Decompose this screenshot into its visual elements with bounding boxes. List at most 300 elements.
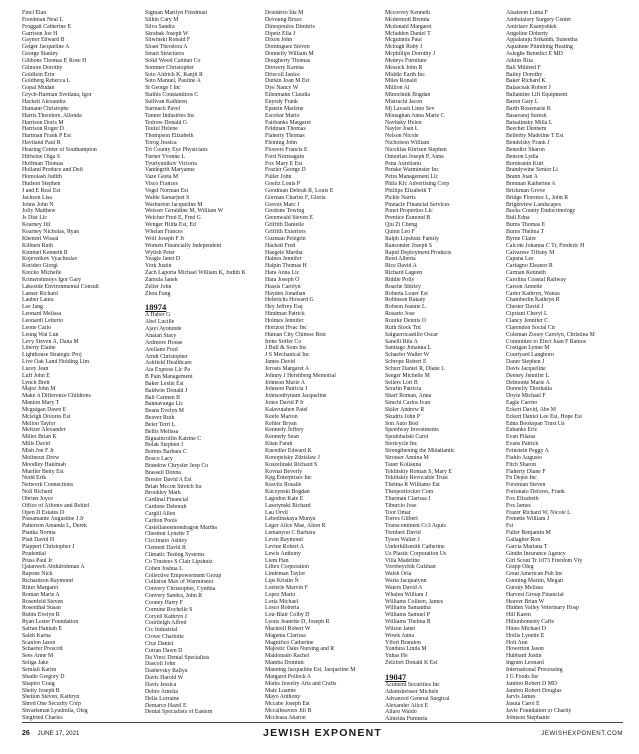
listing-entry: Arndt Christopher	[145, 353, 188, 360]
listing-entry: Transcontinent Cc3 Aquis	[385, 523, 446, 530]
listing-entry: Geiger Jacqueline A	[22, 44, 70, 51]
listing-entry: Khemiri Wissal	[22, 235, 59, 242]
listing-entry: Koszelinski Richard S	[265, 461, 318, 468]
listing-entry: Korideo Giorgi	[22, 263, 58, 270]
listing-entry: Jolly Matthew	[22, 208, 56, 215]
listing-entry: Pinnacle Financial Services	[385, 201, 450, 208]
listing-entry: Walsh Orla	[385, 571, 412, 578]
listing-entry: Atkins Rita	[506, 57, 533, 64]
listing-entry: Jambro Robert Douglas	[506, 687, 562, 694]
listing-entry: Durkin Joan M Est	[265, 78, 310, 85]
listing-entry: Dixon John	[265, 37, 293, 44]
listing-entry: Ritter Margaret	[22, 584, 59, 591]
listing-entry: Mccleasa Aharon	[265, 714, 306, 721]
listing-entry: Hill Karen	[506, 612, 531, 619]
listing-entry: Liem Han	[265, 557, 289, 564]
listing-entry: Beier Terri L	[145, 421, 176, 428]
listing-entry: Prentice Esmond B	[385, 215, 431, 222]
listing-entry: Batsalinsky Milla L	[506, 119, 553, 126]
listing-entry: Baker Leslie Est	[145, 380, 184, 387]
listing-entry: Mamba Dominic	[265, 660, 305, 667]
listing-entry: Schrope Robert E	[385, 359, 427, 366]
issue-date: JUNE 17, 2021	[37, 730, 80, 737]
listing-entry: Ralph Lipshutz Family	[385, 235, 439, 242]
listing-entry: Bull Edna	[506, 215, 530, 222]
listing-entry: Dominguez Steven	[265, 44, 310, 51]
listing-entry: Million Al	[385, 85, 410, 92]
listing-entry: Semlali Karim	[22, 667, 57, 673]
listing-entry: Hackett Alexandra	[22, 98, 66, 105]
listing-entry: Flaherty Thomas	[265, 133, 305, 140]
listing-entry: Basavaraj Suresh	[506, 112, 547, 119]
listing-entry: Deeney Jennifer L	[506, 372, 550, 379]
listing-entry: Torog Jessica	[145, 140, 177, 147]
listing-entry: Jerosts Margaret A	[265, 365, 310, 372]
listing-entry: Dimopoulos Dimitris	[265, 23, 315, 30]
listing-entry: Nicolifas Khrisen Stephen	[385, 146, 447, 153]
listing-entry: Hiltwine Olga S	[22, 153, 60, 160]
listing-entry: Teklitskiy Revocable Trust	[385, 475, 448, 482]
listing-entry: Zelzfort Donald K Est	[385, 660, 438, 667]
listing-entry: Rapid Deployment Products	[385, 249, 452, 256]
listing-entry: York Justin	[145, 263, 172, 270]
listing-entry: Donnelly Thorkalia	[506, 386, 552, 393]
listing-entry: Matz Luanne	[265, 687, 296, 694]
listing-entry: Edna Bookspan Trust Ua	[506, 420, 565, 427]
listing-entry: Leonardi Letterio	[22, 317, 64, 324]
listing-entry: Hubbard Justin	[506, 653, 542, 660]
listing-entry: Nicholson William	[385, 140, 430, 147]
listing-entry: Bannavanga Llc	[145, 401, 184, 408]
listing-entry: Lakeside Environmental Consult	[22, 283, 99, 290]
listing-entry: Ruth Stock Trd	[385, 324, 421, 331]
listing-entry: Lynch Brett	[22, 379, 50, 386]
listing-entry: Garcia Mariana T	[506, 543, 548, 550]
listing-entry: Lou-Blair Colby D	[265, 612, 310, 619]
listing-entry: Riddle Polly	[385, 276, 415, 283]
listing-entry: Kilburn Ruth	[22, 242, 54, 249]
listing-entry: International Processing	[506, 667, 563, 673]
listing-entry: Moodley Hakimah	[22, 461, 66, 468]
listing-entry: Climatic Testing Systems	[145, 551, 205, 558]
listing-entry: George Stanley	[22, 51, 59, 58]
listing-entry: Rosario Jose	[385, 311, 415, 318]
zip-code-heading: 18974	[145, 302, 167, 313]
listing-entry: Patterson Amanda L, Derek	[22, 523, 87, 530]
listing-entry: Jarvis James	[506, 694, 536, 701]
listing-entry: Teufel Helene	[145, 126, 178, 133]
listing-entry: Ryan Lester Foundation	[22, 619, 79, 626]
listing-entry: Ata Express Llc Pa	[145, 367, 190, 374]
listing-entry: Johnson Patricia J	[265, 386, 308, 393]
listing-entry: Harvest Group Financial	[506, 591, 564, 598]
listing-entry: Rubin Evelyn R	[22, 612, 60, 619]
listing-entry: Doyle Michael F	[506, 393, 546, 400]
listing-entry: Kennedy Jeffrey	[265, 427, 304, 434]
listing-entry: Alexander Alice E	[385, 702, 429, 709]
listing-entry: Molineux Drew	[22, 454, 60, 461]
listing-entry: Hamann Christophe	[22, 105, 69, 112]
listing-entry: Son Auto Bod	[385, 420, 419, 427]
column-3	[265, 10, 383, 722]
listing-entry: Roman Marie A	[22, 591, 60, 598]
listing-entry: B Pain Management	[145, 374, 193, 381]
listing-entry: Lighthouse Strategic Proj	[22, 352, 82, 359]
listing-entry: Carter Kathryn, Wanza	[506, 290, 560, 297]
listing-entry: Biguaincollin Katrine C	[145, 435, 202, 442]
listing-entry: Stericycle Inc	[385, 441, 418, 448]
listing-entry: Angeline Doherty	[506, 30, 549, 37]
listing-entry: Davis Jacqueline	[506, 365, 546, 372]
listing-entry: Seeger Michelle M	[385, 372, 430, 379]
listing-entry: Meltzer Alexander	[22, 427, 66, 434]
listing-entry: Robinson Rakaty	[385, 297, 426, 304]
listing-entry: Jones David P Jr	[265, 400, 304, 407]
listing-entry: Goldberg Rebecca L	[22, 78, 71, 85]
listing-entry: Johns John N	[22, 201, 54, 208]
listing-entry: J Bull & Sons Inc	[265, 345, 307, 352]
listing-entry: Chamberlin Kathryn R	[506, 297, 560, 304]
listing-entry: Strosser Annina M	[385, 454, 429, 461]
listing-entry: Margaret Pollock A	[265, 673, 311, 680]
listing-entry: Serafin Patricia	[385, 386, 422, 393]
listing-entry: Shred One Security Corp	[22, 701, 81, 708]
listing-entry: Frenette William J	[506, 516, 550, 523]
listing-entry: Heinrichs Howard G	[265, 297, 314, 304]
listing-entry: Ballantine Lift Equipment	[506, 92, 568, 99]
listing-entry: Mistrachi Jacon	[385, 98, 423, 105]
listing-entry: Hindman Patrick	[265, 311, 305, 318]
listing-entry: Bosco Lacy	[145, 456, 173, 463]
listing-entry: Yeagle Janet D	[145, 256, 181, 263]
listing-entry: Hidden Valley Veterinary Hosp	[506, 605, 579, 612]
listing-entry: Freedman Neal L	[22, 16, 63, 23]
listing-entry: Donnelly William M	[265, 51, 314, 58]
listing-entry: Navitsky Helen	[385, 119, 422, 126]
listing-entry: Schaefer Prescott	[22, 646, 63, 653]
listing-entry: Majestic Oaks Nursing and R	[265, 646, 335, 653]
listing-entry: Lemanyon C Barbara	[265, 530, 316, 537]
listing-entry: Spodobalski Carol	[385, 434, 429, 441]
listing-entry: Gorman Charles F, Gloria	[265, 194, 326, 201]
listing-entry: Make A Difference Childrens	[22, 393, 91, 400]
listing-entry: Middle Earth Inc	[385, 71, 425, 78]
listing-entry: Fitch Sharon	[506, 461, 537, 468]
listing-entry: Brann Joan A	[506, 174, 538, 181]
listing-entry: Sees Anne M	[22, 653, 54, 660]
listing-entry: Miller Brian K	[22, 434, 57, 441]
listing-entry: Greenwald Steven E	[265, 215, 314, 222]
listing-entry: Roache Shirley	[385, 283, 421, 290]
listing-entry: Lau Orvil	[265, 509, 288, 516]
listing-entry: Speedway Investments	[385, 427, 439, 434]
listing-entry: Fuller Benjamin M	[506, 530, 551, 537]
listing-entry: Cardinal Financial	[145, 497, 189, 504]
listing-entry: Tauer Kollauna	[385, 461, 422, 468]
listing-entry: Convery Christopher, Cynthia	[145, 586, 216, 593]
listing-entry: Horizon Hvac Inc	[265, 324, 307, 331]
column-4	[385, 10, 503, 723]
listing-entry: Rosenthal Susan	[22, 605, 61, 612]
listing-entry: Debro Amelia	[145, 688, 178, 695]
listing-entry: Hara Anna Lic	[265, 270, 300, 277]
listing-entry: Byrne Claire	[506, 235, 537, 242]
listing-entry: Mcguinnis Paul	[385, 37, 422, 44]
listing-entry: Kennedy Sean	[265, 434, 299, 441]
listing-entry: Haines Jennifer	[265, 256, 302, 263]
listing-entry: Girl Scout Tr 1073 Freedom Vly	[506, 557, 583, 564]
listing-entry: Calcote Johanna C Tr, Frederic H	[506, 242, 585, 249]
listing-entry: Phillips Elizabeth T	[385, 187, 432, 194]
listing-entry: Acument Securities Inc	[385, 682, 440, 688]
listing-entry: Levy Steven A, Dana M	[22, 338, 79, 345]
listing-entry: Nelson Nicole	[385, 133, 419, 140]
listing-entry: Krimershmoys Igor Gary	[22, 276, 82, 283]
listing-entry: Desiderio Ida M	[265, 10, 304, 16]
listing-entry: Feinstein Peggy A	[506, 448, 549, 454]
listing-entry: Pruss Paul Jr	[22, 557, 53, 564]
listing-entry: Harrison Doris M	[22, 119, 64, 126]
listing-entry: Collision Max of Warminster	[145, 579, 214, 586]
publication-name: JEWISH EXPONENT	[263, 727, 382, 739]
listing-entry: J S Mechanical Inc	[265, 352, 310, 359]
listing-entry: Tri County Eye Physicians	[145, 146, 208, 153]
listing-entry: Strengthening the Midatlantic	[385, 448, 455, 454]
listing-entry: Sellers Lori B	[385, 379, 418, 386]
listing-entry: Crc Industrial	[145, 627, 178, 634]
listing-entry: Daner Stephen J	[506, 359, 545, 366]
listing-entry: Capana Lee	[506, 256, 534, 263]
listing-entry: Costigan Lynne M	[506, 345, 550, 352]
listing-entry: Thesportlocker Com	[385, 489, 434, 496]
listing-entry: Brandow Chrysler Jeep Co	[145, 463, 209, 469]
listing-entry: Fuller John	[265, 174, 292, 181]
listing-entry: Williams Thelma R	[385, 619, 431, 626]
listing-entry: Alsaleem Luma F	[506, 10, 548, 16]
listing-entry: Mj Lavash Limo Sev	[385, 105, 435, 112]
listing-entry: Bolak Stephen J	[145, 442, 183, 449]
listing-entry: Sharf Roman, Anna	[385, 393, 432, 400]
listing-entry: Lyons Jeanette D, Joseph R	[265, 619, 330, 626]
listing-entry: Maldonado Rachel	[265, 653, 310, 660]
listing-entry: Dougherty Thomas	[265, 57, 311, 64]
listing-entry: Garrison Joe H	[22, 30, 58, 37]
listing-entry: Escobar Mario	[265, 112, 300, 119]
listing-entry: Barth Rosemarie K	[506, 105, 552, 112]
listing-entry: Hudson Stephen	[22, 181, 61, 188]
listing-entry: Flaherty Diane F	[506, 468, 546, 475]
listing-entry: Safran Hannah E	[22, 625, 62, 632]
listing-entry: Rice David A	[385, 263, 417, 270]
listing-entry: Davis Jessica	[145, 682, 177, 688]
listing-entry: Tyson Walter J	[385, 536, 420, 543]
listing-entry: Holt Ann	[506, 639, 528, 646]
listing-entry: Pianka Norma	[22, 530, 56, 537]
listing-entry: Goeltz Louis P	[265, 181, 301, 188]
listing-entry: Lee Jang	[22, 304, 43, 311]
listing-entry: Soto Manuel, Pauline A	[145, 78, 201, 85]
listing-entry: Almeida Purnnela	[385, 716, 428, 723]
listing-entry: Goodman Debrah R, Louis E	[265, 187, 334, 194]
listing-entry: Kalavutahen Patel	[265, 406, 308, 413]
listing-entry: Frazier George D	[265, 167, 306, 174]
listing-entry: Arellano Fred	[145, 346, 178, 353]
listing-entry: Noll Richard	[22, 489, 53, 496]
listing-entry: Seliga Jake	[22, 660, 49, 667]
listing-entry: Brandywine Senior Li	[506, 167, 558, 174]
listing-entry: Mcfadden Daniel T	[385, 30, 431, 37]
listing-entry: Lewis Anthony	[265, 550, 301, 557]
listing-entry: Hearing Center of Southampton	[22, 146, 97, 153]
listing-entry: Hackett Fred	[265, 242, 296, 249]
listing-entry: Gunning Martin, Megan	[506, 578, 563, 585]
listing-entry: Mueller Betty Est	[22, 468, 64, 475]
listing-entry: Vogel Norman Est	[145, 187, 189, 194]
column-1	[22, 10, 140, 722]
listing-entry: Medeys Furniture	[385, 57, 427, 64]
listing-entry: Brian Mccon Stretch Ira	[145, 483, 202, 490]
listing-entry: Tiburcio Jose	[385, 502, 417, 509]
listing-entry: Carson Annette	[506, 283, 543, 290]
listing-entry: Trenbert David	[385, 530, 421, 537]
listing-entry: Warta Jacqualynn	[385, 578, 427, 585]
listing-entry: Dye Nancy W	[265, 85, 299, 92]
listing-entry: Toor Omar	[385, 509, 411, 516]
listing-entry: Enyedy Frank	[265, 98, 298, 105]
listing-entry: Shvartsman Lyudmila, Oleg	[22, 708, 88, 715]
listing-entry: Zamula Janek	[145, 276, 178, 283]
column-5	[506, 10, 624, 722]
listing-entry: Stathis Constantinos C	[145, 92, 199, 99]
listing-entry: Obrien Joyce	[22, 495, 53, 502]
listing-entry: Kuczynski Bogdan	[265, 489, 310, 496]
listing-entry: Mccalbeavers Jill B	[265, 708, 312, 715]
listing-entry: Underhillsmith Catherine	[385, 543, 445, 550]
listing-entry: Wowk Anna	[385, 632, 414, 639]
listing-entry: J and E Real Est	[22, 187, 61, 194]
listing-entry: Magnifico Catherine	[265, 639, 314, 646]
listing-entry: Homolash Judith	[22, 174, 62, 181]
listing-entry: Thelma R Williams Est	[385, 482, 440, 489]
listing-entry: Curran Dawn D	[145, 647, 183, 654]
listing-entry: Coryell Kathryn J	[145, 613, 187, 620]
listing-entry: Thompson Elizabeth	[145, 133, 194, 140]
listing-entry: Zeller John	[145, 283, 172, 290]
listing-entry: Clarendon Social Ctr	[506, 324, 556, 331]
listing-entry: Mccorvey Kenneth	[385, 10, 430, 16]
listing-entry: Bornes Barbara C	[145, 449, 187, 456]
listing-entry: Bucks County Endocrinology	[506, 208, 576, 215]
listing-entry: Asleghs Benedict E MD	[506, 51, 563, 58]
listing-entry: Ingram Leonard	[506, 660, 544, 667]
listing-entry: Khan Farah	[265, 441, 293, 448]
listing-entry: Silkin Cary M	[145, 16, 179, 23]
listing-entry: Zach Laporta Michael William K, Judith K	[145, 270, 246, 277]
listing-entry: Irene Soffer Co	[265, 338, 302, 345]
listing-entry: Demarco Hazel E	[145, 702, 187, 709]
listing-entry: Lebedinskaya Munya	[265, 516, 316, 523]
listing-entry: Cooney Harry F	[145, 599, 183, 606]
column-2	[145, 10, 263, 716]
listing-entry: Reed Alberta	[385, 256, 416, 263]
listing-entry: Schaefer Walter W	[385, 352, 430, 359]
listing-entry: Courtyard Langhorn	[506, 352, 554, 359]
listing-entry: Monaghan Anna Marie C	[385, 112, 445, 119]
listing-entry: Borntranin Kurt	[506, 160, 544, 167]
listing-entry: Kearney Nicholas, Ryan	[22, 229, 80, 235]
listing-entry: Evan Pilaras	[506, 434, 536, 441]
listing-entry: Zhou Fang	[145, 290, 171, 297]
listing-entry: Carolina Coastal Railway	[506, 276, 567, 283]
listing-entry: James David	[265, 359, 296, 366]
listing-entry: Adamsheisser Michele	[385, 688, 439, 695]
listing-entry: Santiago Johanna L	[385, 345, 432, 352]
listing-entry: Mackrell Robert W	[265, 625, 311, 632]
listing-entry: Qiu Zi Cheng	[385, 222, 418, 229]
listing-entry: Grych-Harman Svetlana, Igor	[22, 92, 92, 99]
listing-entry: Flowers Francis E	[265, 146, 308, 153]
listing-entry: Sigman Marilyn Friedman	[145, 10, 208, 16]
listing-entry: Silva Sandra	[145, 23, 175, 30]
listing-entry: Mellon Taylor	[22, 420, 56, 427]
listing-entry: Aquatune Plumbing Heating	[506, 44, 573, 51]
listing-entry: Kimmel Kenneth R	[22, 249, 68, 256]
listing-entry: Teklitskiy Roman S, Mary E	[385, 468, 452, 475]
listing-entry: Lagodon Kate E	[265, 495, 304, 502]
listing-entry: Open D Estates D	[22, 509, 65, 516]
listing-entry: Forstman Steven	[506, 482, 546, 489]
listing-entry: Gredone Towing	[265, 208, 305, 215]
listing-entry: Ford Norreaguin	[265, 153, 305, 160]
listing-entry: Feldman Thomas	[265, 126, 306, 133]
listing-entry: Eilenmann Claudia	[265, 92, 310, 99]
listing-entry: Alfaro Waldo	[385, 709, 417, 716]
listing-entry: Pena Aurelianu	[385, 160, 421, 167]
listing-entry: Heaver Brian W	[506, 598, 545, 605]
listing-entry: Hiltonbonenty Caffe	[506, 619, 555, 626]
listing-entry: Carfagno Eleanor R	[506, 263, 553, 270]
listing-entry: Sliwinski Ronald F	[145, 37, 191, 44]
listing-entry: Manion Mary T	[22, 400, 60, 407]
listing-entry: Hassis Carolyn	[265, 283, 301, 290]
listing-entry: Villa Madeline	[385, 557, 420, 564]
listing-entry: Visco Frances	[145, 181, 178, 188]
listing-entry: Hines Michael D	[506, 625, 546, 632]
listing-entry: Passamante Augustine J Jr	[22, 516, 84, 523]
listing-entry: Cormine Rochelle S	[145, 606, 193, 613]
listing-entry: Major John M	[22, 386, 56, 393]
listing-entry: Hoffman Thomas	[22, 160, 64, 167]
listing-entry: Dascoli John	[145, 661, 176, 668]
listing-entry: Haviland Paul R	[22, 140, 61, 147]
listing-entry: Gursky Melissa	[506, 584, 543, 591]
listing-entry: Co Trustees S Clair Lipshutz	[145, 558, 213, 565]
listing-entry: Wolf Joseph F Jr	[145, 235, 185, 242]
listing-entry: Losco Roberta	[265, 605, 300, 612]
listing-entry: Johnny J Hershberg Memorial	[265, 372, 336, 379]
listing-entry: Froggatt Catherine E	[22, 23, 72, 30]
listing-entry: Da Vinci Dental Specialists	[145, 654, 210, 661]
listing-entry: Leung Wai Lun	[22, 331, 59, 338]
listing-entry: Leone Carlo	[22, 324, 52, 331]
listing-entry: Simchi Carlos Ivan	[385, 400, 431, 407]
listing-entry: Gallagher Ron	[506, 536, 541, 543]
listing-entry: Fiahlo Augusto	[506, 454, 542, 461]
listing-entry: Eckert Daniel Lee Est, Hope Est	[506, 413, 582, 420]
listing-entry: Manning Jacqueline Est, Jacqueline M	[265, 667, 356, 673]
listing-entry: Bendelsky Frank J	[506, 140, 550, 147]
listing-entry: Ajayi Ayotunde	[145, 326, 182, 333]
